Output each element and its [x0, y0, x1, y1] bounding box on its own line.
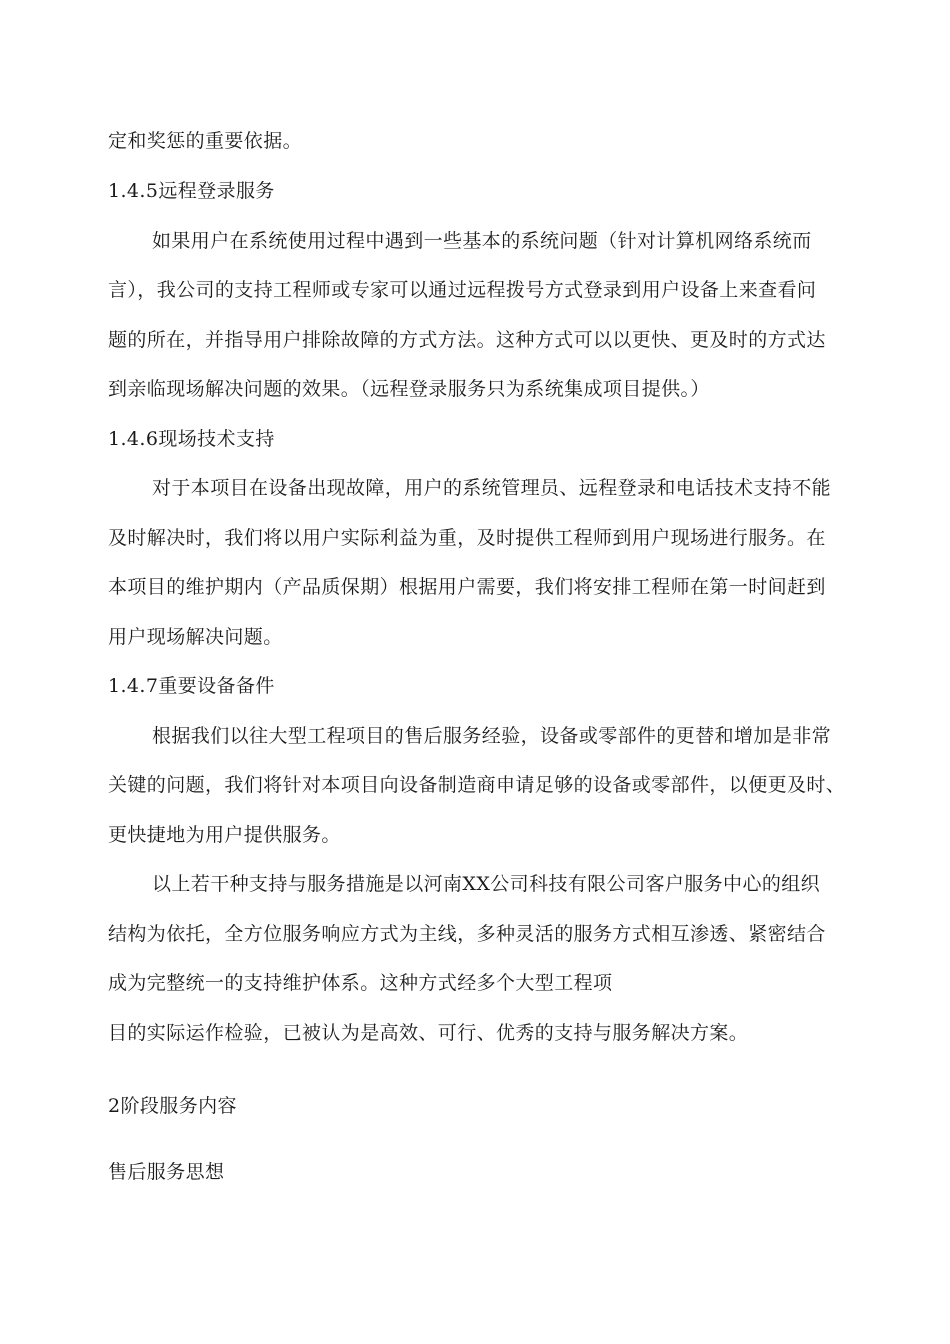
paragraph-line: 本项目的维护期内（产品质保期）根据用户需要，我们将安排工程师在第一时间赶到 — [108, 576, 826, 598]
paragraph-line: 关键的问题，我们将针对本项目向设备制造商申请足够的设备或零部件，以便更及时、 — [108, 774, 846, 796]
subheading: 售后服务思想 — [108, 1161, 225, 1183]
paragraph-line: 用户现场解决问题。 — [108, 626, 283, 648]
section-heading-1-4-5: 1.4.5远程登录服务 — [108, 180, 275, 202]
section-heading-1-4-6: 1.4.6现场技术支持 — [108, 428, 275, 450]
paragraph-line: 更快捷地为用户提供服务。 — [108, 824, 341, 846]
summary-line: 以上若干种支持与服务措施是以河南XX公司科技有限公司客户服务中心的组织 — [152, 873, 821, 895]
paragraph-line: 题的所在，并指导用户排除故障的方式方法。这种方式可以以更快、更及时的方式达 — [108, 329, 826, 351]
paragraph-line: 如果用户在系统使用过程中遇到一些基本的系统问题（针对计算机网络系统而 — [152, 230, 812, 252]
paragraph-line: 及时解决时，我们将以用户实际利益为重，及时提供工程师到用户现场进行服务。在 — [108, 527, 826, 549]
summary-line: 目的实际运作检验，已被认为是高效、可行、优秀的支持与服务解决方案。 — [108, 1022, 749, 1044]
continuation-line: 定和奖惩的重要依据。 — [108, 130, 303, 152]
summary-line: 结构为依托，全方位服务响应方式为主线，多种灵活的服务方式相互渗透、紧密结合 — [108, 923, 826, 945]
section-heading-2: 2阶段服务内容 — [108, 1095, 237, 1117]
paragraph-line: 对于本项目在设备出现故障，用户的系统管理员、远程登录和电话技术支持不能 — [152, 477, 832, 499]
paragraph-line: 到亲临现场解决问题的效果。（远程登录服务只为系统集成项目提供。） — [108, 378, 710, 400]
summary-line: 成为完整统一的支持维护体系。这种方式经多个大型工程项 — [108, 972, 613, 994]
paragraph-line: 言），我公司的支持工程师或专家可以通过远程拨号方式登录到用户设备上来查看问 — [108, 279, 817, 301]
paragraph-line: 根据我们以往大型工程项目的售后服务经验，设备或零部件的更替和增加是非常 — [152, 725, 832, 747]
section-heading-1-4-7: 1.4.7重要设备备件 — [108, 675, 275, 697]
